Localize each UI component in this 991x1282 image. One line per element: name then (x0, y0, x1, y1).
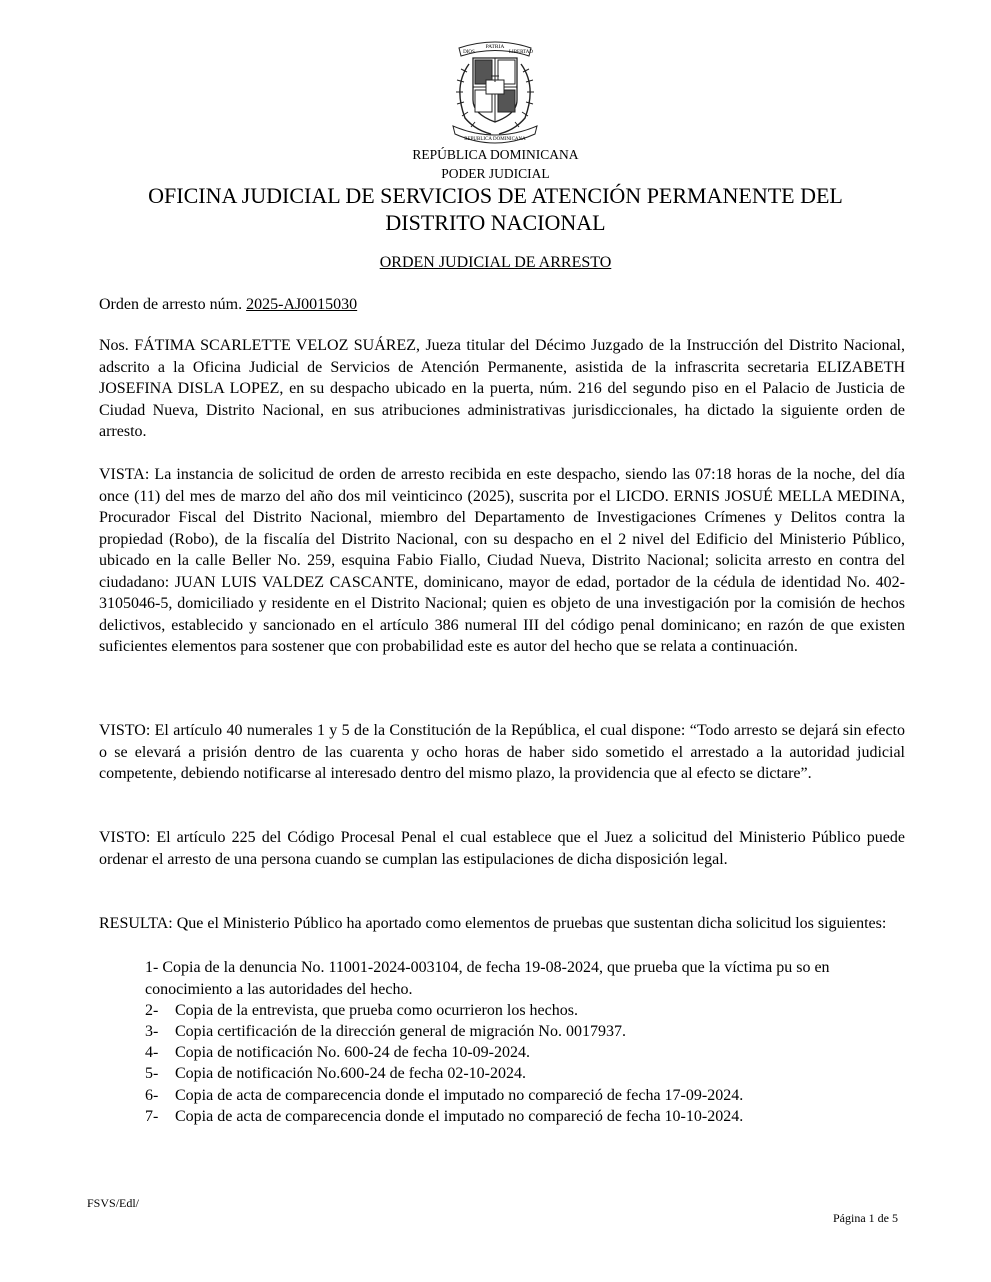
evidence-item (145, 1063, 910, 1085)
seal-bottom-banner: REPUBLICA DOMINICANA (464, 137, 526, 142)
evidence-text: Copia de notificación No. 600-24 de fecha 10-09-2024. (175, 1044, 531, 1061)
evidence-number: 5- (145, 1065, 159, 1082)
header-branch: PODER JUDICIAL (441, 166, 550, 181)
order-number-label: Orden de arresto núm. (99, 296, 247, 313)
evidence-number: 6- (145, 1087, 159, 1104)
paragraph-resulta: RESULTA: Que el Ministerio Público ha aportado como elementos de pruebas que sustentan dicha solicitud los siguientes: (99, 915, 887, 932)
seal-banner-center: PATRIA (485, 44, 505, 50)
evidence-item (145, 1042, 910, 1064)
evidence-item (145, 1085, 910, 1107)
order-number-line (99, 294, 357, 315)
seal-banner-left: DIOS (463, 50, 475, 55)
paragraph-nos: Nos. FÁTIMA SCARLETTE VELOZ SUÁREZ, Jueza titular del Décimo Juzgado de la Instrucción del Distrito Nacional, adscrito a la Oficina Judicial de Servicios de Atención Permanente, asistida de la infrascrita secretaria ELIZABETH JOSEFINA DISLA LOPEZ, en su despacho ubicado en la puerta, núm. 216 del segundo piso en el Palacio de Justicia de Ciudad Nueva, Distrito Nacional, en sus atribuciones administrativas jurisdiccionales, ha dictado la siguiente orden de arresto. (99, 337, 905, 440)
evidence-item (145, 1000, 910, 1022)
footer-initials: FSVS/Edl/ (87, 1196, 140, 1210)
evidence-number: 3- (145, 1023, 159, 1040)
paragraph-visto-constitution: VISTO: El artículo 40 numerales 1 y 5 de la Constitución de la República, el cual dispone: “Todo arresto se dejará sin efecto o se elevará a prisión dentro de las cuarenta y ocho horas de haber sido sometido el arrestado a la autoridad judicial competente, debiendo notificarse al interesado dentro del mismo plazo, la providencia que al efecto se dictare”. (99, 722, 905, 782)
evidence-item (145, 1021, 910, 1043)
evidence-text: Copia de la denuncia No. 11001-2024-003104, de fecha 19-08-2024, que prueba que la víctima pu so en conocimiento a las autoridades del hecho. (145, 959, 830, 998)
evidence-text: Copia certificación de la dirección general de migración No. 0017937. (175, 1023, 626, 1040)
header-office-line1: OFICINA JUDICIAL DE SERVICIOS DE ATENCIÓN PERMANENTE DEL (148, 183, 843, 208)
evidence-number: 4- (145, 1044, 159, 1061)
seal-banner-right: LIBERTAD (508, 50, 534, 55)
header-country: REPÚBLICA DOMINICANA (412, 147, 579, 162)
evidence-text: Copia de notificación No.600-24 de fecha 02-10-2024. (175, 1065, 527, 1082)
evidence-text: Copia de acta de comparecencia donde el imputado no compareció de fecha 17-09-2024. (175, 1087, 744, 1104)
evidence-text: Copia de la entrevista, que prueba como ocurrieron los hechos. (175, 1002, 578, 1019)
header-office-line2: DISTRITO NACIONAL (385, 210, 606, 235)
footer-page-number: Página 1 de 5 (833, 1211, 898, 1225)
evidence-item (145, 957, 910, 1000)
document-title: ORDEN JUDICIAL DE ARRESTO (379, 254, 612, 271)
evidence-text: Copia de acta de comparecencia donde el imputado no compareció de fecha 10-10-2024. (175, 1108, 744, 1125)
coat-of-arms-seal (439, 34, 551, 146)
paragraph-visto-cpp: VISTO: El artículo 225 del Código Procesal Penal el cual establece que el Juez a solicitud del Ministerio Público puede ordenar el arresto de una persona cuando se cumplan las estipulaciones de dicha disposición legal. (99, 829, 905, 868)
evidence-number: 1- (145, 959, 159, 976)
paragraph-vista: VISTA: La instancia de solicitud de orden de arresto recibida en este despacho, siendo las 07:18 horas de la noche, del día once (11) del mes de marzo del año dos mil veinticinco (2025), suscrita por el LICDO. ERNIS JOSUÉ MELLA MEDINA, Procurador Fiscal del Distrito Nacional, miembro del Departamento de Investigaciones Crímenes y Delitos contra la propiedad (Robo), de la fiscalía del Distrito Nacional, con su despacho en el 2 nivel del Edificio del Ministerio Público, ubicado en la calle Beller No. 259, esquina Fabio Fiallo, Ciudad Nueva, Distrito Nacional; solicita arresto en contra del ciudadano: JUAN LUIS VALDEZ CASCANTE, dominicano, mayor de edad, portador de la cédula de identidad No. 402-3105046-5, domiciliado y residente en el Distrito Nacional; quien es objeto de una investigación por la comisión de hechos delictivos, establecido y sancionado en el artículo 386 numeral III del código penal dominicano; en razón de que existen suficientes elementos para sostener que con probabilidad este es autor del hecho que se relata a continuación. (99, 466, 905, 655)
evidence-number: 7- (145, 1108, 159, 1125)
evidence-number: 2- (145, 1002, 159, 1019)
evidence-item (145, 1106, 910, 1128)
order-number-value: 2025-AJ0015030 (246, 296, 358, 313)
